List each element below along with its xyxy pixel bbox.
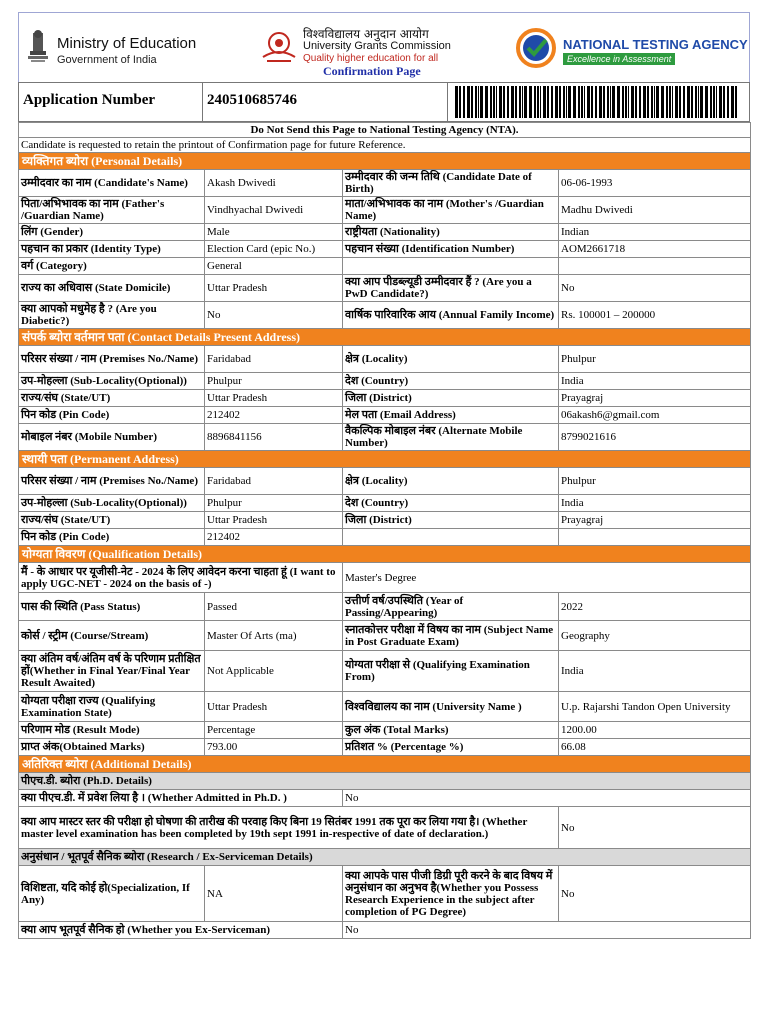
- barcode-bar: [639, 86, 641, 118]
- field-label: [343, 529, 559, 546]
- barcode-bar: [555, 86, 558, 118]
- field-value: Passed: [205, 593, 343, 621]
- barcode-bar: [595, 86, 597, 118]
- barcode-bar: [698, 86, 699, 118]
- field-label: राष्ट्रीयता (Nationality): [343, 224, 559, 241]
- ministry-subtitle: Government of India: [57, 54, 157, 66]
- barcode-bar: [716, 86, 717, 118]
- barcode-bar: [713, 86, 715, 118]
- field-value: Rs. 100001 – 200000: [559, 302, 751, 329]
- field-label: प्राप्त अंक(Obtained Marks): [19, 739, 205, 756]
- field-value: No: [205, 302, 343, 329]
- field-value: Election Card (epic No.): [205, 241, 343, 258]
- field-label: देश (Country): [343, 495, 559, 512]
- barcode-bar: [459, 86, 461, 118]
- barcode-bar: [524, 86, 527, 118]
- section-contact-details: संपर्क ब्योरा वर्तमान पता (Contact Details Present Address): [19, 329, 751, 346]
- field-value: India: [559, 495, 751, 512]
- field-label: राज्य का अधिवास (State Domicile): [19, 275, 205, 302]
- field-label: मेल पता (Email Address): [343, 407, 559, 424]
- application-number-value: 240510685746: [207, 92, 297, 108]
- barcode-bar: [529, 86, 532, 118]
- field-value: No: [559, 866, 751, 922]
- barcode-bar: [485, 86, 488, 118]
- field-value: Akash Dwivedi: [205, 170, 343, 197]
- field-label: परिसर संख्या / नाम (Premises No./Name): [19, 346, 205, 373]
- subsection-phd-details: पीएच.डी. ब्योरा (Ph.D. Details): [19, 773, 751, 790]
- barcode-bar: [672, 86, 673, 118]
- barcode-bar: [493, 86, 495, 118]
- barcode-bar: [705, 86, 708, 118]
- barcode-bar: [727, 86, 729, 118]
- nta-title: NATIONAL TESTING AGENCY: [563, 37, 748, 52]
- field-label: मोबाइल नंबर (Mobile Number): [19, 424, 205, 451]
- barcode-bar: [656, 86, 659, 118]
- barcode-bar: [534, 86, 536, 118]
- subsection-research-details: अनुसंधान / भूतपूर्व सैनिक ब्योरा (Research / Ex-Serviceman Details): [19, 849, 751, 866]
- field-label: क्या पीएच.डी. में प्रवेश लिया है । (Whether Admitted in Ph.D. ): [19, 790, 343, 807]
- field-label: क्या आप पीडब्ल्यूडी उम्मीदवार हैं ? (Are you a PwD Candidate?): [343, 275, 559, 302]
- field-label: राज्य/संघ (State/UT): [19, 512, 205, 529]
- field-value: Faridabad: [205, 346, 343, 373]
- field-label: उप-मोहल्ला (Sub-Locality(Optional)): [19, 495, 205, 512]
- barcode-bar: [519, 86, 521, 118]
- ugc-emblem-icon: [259, 27, 299, 67]
- barcode-bar: [691, 86, 693, 118]
- barcode-bar: [687, 86, 690, 118]
- barcode-bar: [647, 86, 649, 118]
- barcode-bar: [537, 86, 539, 118]
- barcode-bar: [471, 86, 473, 118]
- field-value: Indian: [559, 224, 751, 241]
- barcode-bar: [622, 86, 624, 118]
- field-label: उम्मीदवार का नाम (Candidate's Name): [19, 170, 205, 197]
- barcode-bar: [543, 86, 546, 118]
- ministry-title: Ministry of Education: [57, 35, 197, 52]
- field-value: India: [559, 373, 751, 390]
- field-label: पिता/अभिभावक का नाम (Father's /Guardian Name): [19, 197, 205, 224]
- barcode-bar: [559, 86, 561, 118]
- field-value: No: [559, 807, 751, 849]
- field-value: Phulpur: [205, 373, 343, 390]
- field-value: AOM2661718: [559, 241, 751, 258]
- barcode-bar: [610, 86, 611, 118]
- barcode-bar: [731, 86, 734, 118]
- barcode-bar: [603, 86, 605, 118]
- field-value: 212402: [205, 407, 343, 424]
- field-value: Uttar Pradesh: [205, 390, 343, 407]
- barcode-bar: [643, 86, 646, 118]
- application-number-label: Application Number: [23, 92, 156, 108]
- barcode-bar: [587, 86, 590, 118]
- barcode-bar: [511, 86, 514, 118]
- field-label: वैकल्पिक मोबाइल नंबर (Alternate Mobile Number): [343, 424, 559, 451]
- barcode-bar: [635, 86, 637, 118]
- barcode-bar: [607, 86, 609, 118]
- field-value: Prayagraj: [559, 390, 751, 407]
- field-value: 2022: [559, 593, 751, 621]
- section-personal-details: व्यक्तिगत ब्योरा (Personal Details): [19, 153, 751, 170]
- field-label: उप-मोहल्ला (Sub-Locality(Optional)): [19, 373, 205, 390]
- barcode-bar: [455, 86, 458, 118]
- field-label: योग्यता परीक्षा से (Qualifying Examination From): [343, 651, 559, 692]
- barcode-bar: [581, 86, 583, 118]
- nta-logo-block: [515, 27, 749, 73]
- field-label: क्षेत्र (Locality): [343, 468, 559, 495]
- field-label: जिला (District): [343, 512, 559, 529]
- barcode-bar: [515, 86, 517, 118]
- field-value: NA: [205, 866, 343, 922]
- field-label: स्नातकोत्तर परीक्षा में विषय का नाम (Subject Name in Post Graduate Exam): [343, 621, 559, 651]
- barcode-bar: [628, 86, 629, 118]
- field-label: विशिष्टता, यदि कोई हो(Specialization, If Any): [19, 866, 205, 922]
- field-value: 06-06-1993: [559, 170, 751, 197]
- field-value: Uttar Pradesh: [205, 512, 343, 529]
- field-value: Master Of Arts (ma): [205, 621, 343, 651]
- barcode-bar: [675, 86, 678, 118]
- field-label: पहचान संख्या (Identification Number): [343, 241, 559, 258]
- barcode-bar: [540, 86, 541, 118]
- field-label: उत्तीर्ण वर्ष/उपस्थिति (Year of Passing/Appearing): [343, 593, 559, 621]
- barcode-bar: [578, 86, 580, 118]
- field-value: Prayagraj: [559, 512, 751, 529]
- field-label: कुल अंक (Total Marks): [343, 722, 559, 739]
- field-label: योग्यता परीक्षा राज्य (Qualifying Examination State): [19, 692, 205, 722]
- section-qualification-details: योग्यता विवरण (Qualification Details): [19, 546, 751, 563]
- barcode-bar: [695, 86, 697, 118]
- field-label: क्या अंतिम वर्ष/अंतिम वर्ष के परिणाम प्रतीक्षित हों(Whether in Final Year/Final Year Result Awaited): [19, 651, 205, 692]
- field-value: Percentage: [205, 722, 343, 739]
- field-label: उम्मीदवार की जन्म तिथि (Candidate Date of Birth): [343, 170, 559, 197]
- barcode-bar: [591, 86, 593, 118]
- barcode-bar: [566, 86, 567, 118]
- field-value: Madhu Dwivedi: [559, 197, 751, 224]
- barcode-bar: [522, 86, 523, 118]
- notice-heading: Do Not Send this Page to National Testing Agency (NTA).: [19, 123, 751, 138]
- barcode-bar: [490, 86, 492, 118]
- barcode-bar: [719, 86, 722, 118]
- barcode-bar: [700, 86, 703, 118]
- field-label: जिला (District): [343, 390, 559, 407]
- ugc-hindi-name: विश्वविद्यालय अनुदान आयोग: [303, 27, 429, 41]
- field-label: वार्षिक पारिवारिक आय (Annual Family Income): [343, 302, 559, 329]
- field-value: Uttar Pradesh: [205, 275, 343, 302]
- barcode-bar: [735, 86, 737, 118]
- field-label: कोर्स / स्ट्रीम (Course/Stream): [19, 621, 205, 651]
- field-label: क्या आपके पास पीजी डिग्री पूरी करने के बाद विषय में अनुसंधान का अनुभव है(Whether you Possess Research Experience in the subject after completion of PG Degree): [343, 866, 559, 922]
- field-label: [343, 258, 559, 275]
- field-value: Phulpur: [559, 468, 751, 495]
- field-value: Male: [205, 224, 343, 241]
- barcode-bar: [547, 86, 549, 118]
- field-label: पहचान का प्रकार (Identity Type): [19, 241, 205, 258]
- field-label: क्षेत्र (Locality): [343, 346, 559, 373]
- barcode-bar: [625, 86, 627, 118]
- field-value: 793.00: [205, 739, 343, 756]
- field-value: No: [343, 790, 751, 807]
- barcode-bar: [478, 86, 479, 118]
- field-value: Phulpur: [205, 495, 343, 512]
- field-value: Uttar Pradesh: [205, 692, 343, 722]
- field-value: 8896841156: [205, 424, 343, 451]
- field-label: प्रतिशत % (Percentage %): [343, 739, 559, 756]
- field-value: U.p. Rajarshi Tandon Open University: [559, 692, 751, 722]
- barcode-bar: [503, 86, 505, 118]
- ugc-english-name: University Grants Commission: [303, 40, 451, 52]
- field-value: Vindhyachal Dwivedi: [205, 197, 343, 224]
- barcode-bar: [475, 86, 477, 118]
- field-value: Master's Degree: [343, 563, 751, 593]
- field-label: पास की स्थिति (Pass Status): [19, 593, 205, 621]
- barcode-bar: [584, 86, 585, 118]
- field-value: 1200.00: [559, 722, 751, 739]
- barcode-bar: [710, 86, 712, 118]
- barcode-bar: [723, 86, 725, 118]
- field-value: [559, 258, 751, 275]
- field-value: 212402: [205, 529, 343, 546]
- field-value: No: [343, 922, 751, 939]
- national-emblem-icon: [25, 29, 51, 65]
- nta-checkmark-logo-icon: [515, 27, 557, 69]
- field-label: मैं - के आधार पर यूजीसी-नेट - 2024 के लिए आवेदन करना चाहता हूं (I want to apply UGC-NET - 2024 on the basis of -): [19, 563, 343, 593]
- barcode-bar: [612, 86, 615, 118]
- barcode-bar: [496, 86, 497, 118]
- field-label: राज्य/संघ (State/UT): [19, 390, 205, 407]
- barcode-bar: [661, 86, 664, 118]
- barcode-bar: [568, 86, 571, 118]
- field-label: परिसर संख्या / नाम (Premises No./Name): [19, 468, 205, 495]
- ugc-tagline: Quality higher education for all: [303, 53, 439, 64]
- field-label: लिंग (Gender): [19, 224, 205, 241]
- page-header: [18, 12, 750, 82]
- barcode-image: [453, 86, 743, 118]
- confirmation-table: [18, 122, 751, 939]
- barcode-bar: [666, 86, 668, 118]
- field-value: 66.08: [559, 739, 751, 756]
- barcode-bar: [651, 86, 653, 118]
- field-label: क्या आप मास्टर स्तर की परीक्षा हो घोषणा की तारीख की परवाह किए बिना 19 सितंबर 1991 तक पूरा कर लिया गया है। (Whether master level examination has been completed by 19th sept 1991 in-respective of date of declaration.): [19, 807, 559, 849]
- barcode-bar: [683, 86, 685, 118]
- field-value: 8799021616: [559, 424, 751, 451]
- field-label: परिणाम मोड (Result Mode): [19, 722, 205, 739]
- barcode-bar: [573, 86, 576, 118]
- section-permanent-address: स्थायी पता (Permanent Address): [19, 451, 751, 468]
- field-value: No: [559, 275, 751, 302]
- nta-tagline: Excellence in Assessment: [563, 53, 675, 65]
- field-label: क्या आप भूतपूर्व सैनिक हो (Whether you Ex-Serviceman): [19, 922, 343, 939]
- field-value: India: [559, 651, 751, 692]
- page-title: Confirmation Page: [323, 64, 421, 78]
- barcode-bar: [599, 86, 602, 118]
- field-value: Geography: [559, 621, 751, 651]
- barcode-bar: [669, 86, 671, 118]
- section-additional-details: अतिरिक्त ब्योरा (Additional Details): [19, 756, 751, 773]
- barcode-bar: [480, 86, 483, 118]
- field-label: क्या आपको मधुमेह है ? (Are you Diabetic?): [19, 302, 205, 329]
- field-label: माता/अभिभावक का नाम (Mother's /Guardian Name): [343, 197, 559, 224]
- barcode-bar: [551, 86, 553, 118]
- field-value: 06akash6@gmail.com: [559, 407, 751, 424]
- field-value: Not Applicable: [205, 651, 343, 692]
- field-value: Faridabad: [205, 468, 343, 495]
- field-value: Phulpur: [559, 346, 751, 373]
- field-value: General: [205, 258, 343, 275]
- application-number-box: [18, 82, 750, 122]
- barcode-bar: [679, 86, 681, 118]
- field-label: वर्ग (Category): [19, 258, 205, 275]
- field-label: पिन कोड (Pin Code): [19, 407, 205, 424]
- barcode-bar: [654, 86, 655, 118]
- barcode-bar: [563, 86, 565, 118]
- field-label: देश (Country): [343, 373, 559, 390]
- barcode-bar: [617, 86, 620, 118]
- barcode-bar: [507, 86, 509, 118]
- barcode-bar: [467, 86, 470, 118]
- field-label: विश्वविद्यालय का नाम (University Name ): [343, 692, 559, 722]
- ministry-of-education-logo: [25, 27, 215, 71]
- field-label: पिन कोड (Pin Code): [19, 529, 205, 546]
- barcode-bar: [499, 86, 502, 118]
- barcode-bar: [631, 86, 634, 118]
- notice-text: Candidate is requested to retain the printout of Confirmation page for future Reference.: [19, 138, 751, 153]
- field-value: [559, 529, 751, 546]
- barcode-bar: [463, 86, 465, 118]
